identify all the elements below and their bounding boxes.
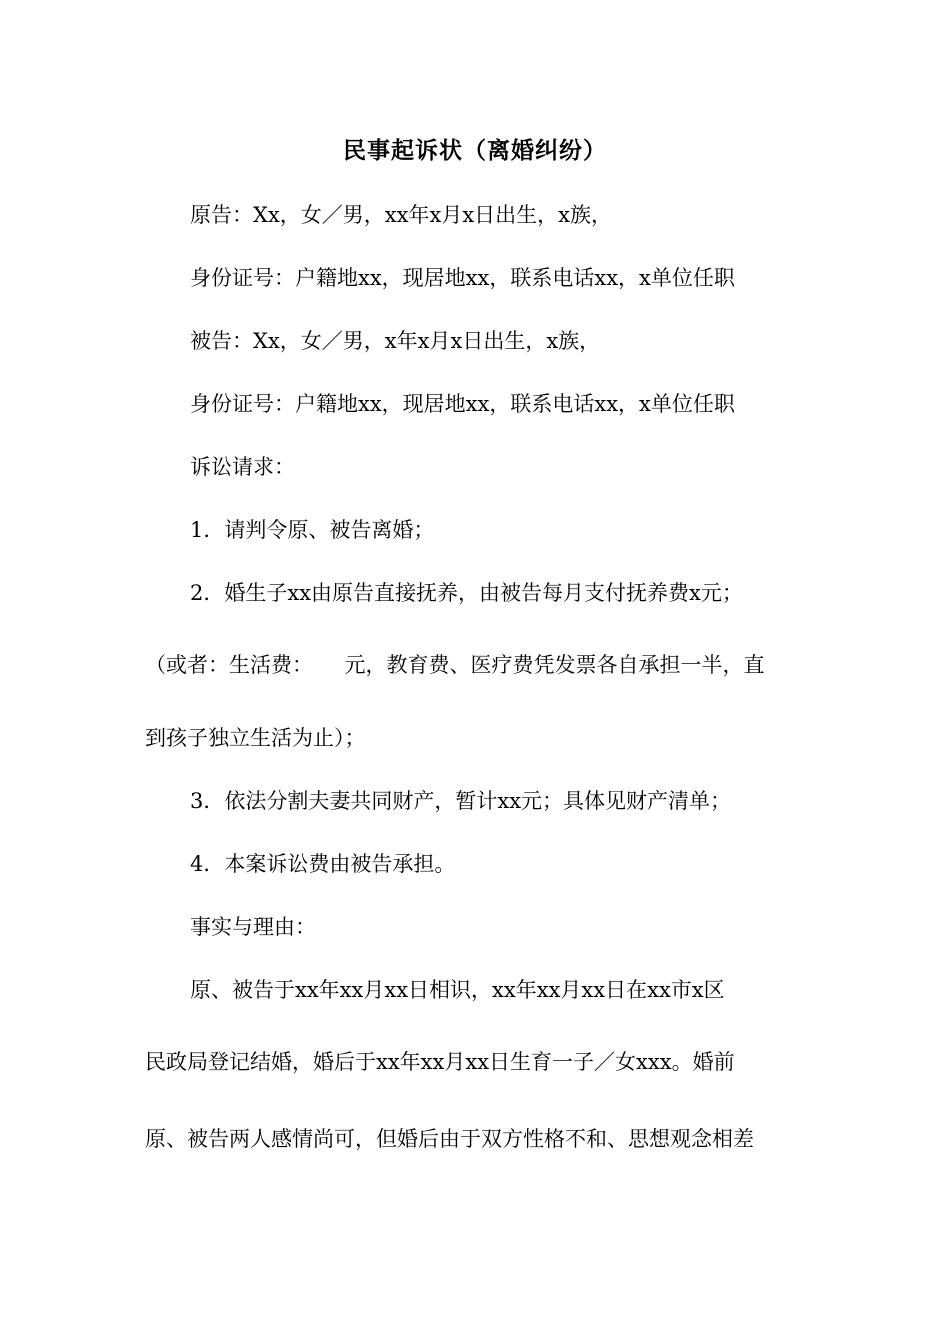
claim-item-4: 4．本案诉讼费由被告承担。	[190, 852, 456, 876]
claim-item-2-note-line-1: （或者：生活费： 元，教育费、医疗费凭发票各自承担一半，直	[145, 653, 765, 677]
claim-item-1: 1．请判令原、被告离婚；	[190, 518, 435, 542]
claim-item-2: 2．婚生子xx由原告直接抚养，由被告每月支付抚养费x元；	[190, 581, 743, 605]
defendant-id-line: 身份证号：户籍地xx，现居地xx，联系电话xx，x单位任职	[190, 392, 735, 416]
plaintiff-id-line: 身份证号：户籍地xx，现居地xx，联系电话xx，x单位任职	[190, 266, 735, 290]
facts-paragraph-line-2: 民政局登记结婚，婚后于xx年xx月xx日生育一子／女xxx。婚前	[145, 1050, 735, 1074]
defendant-line: 被告：Xx，女／男，x年x月x日出生，x族，	[190, 329, 601, 353]
claim-item-3: 3．依法分割夫妻共同财产，暂计xx元；具体见财产清单；	[190, 789, 732, 813]
document-title: 民事起诉状（离婚纠纷）	[343, 137, 607, 164]
facts-heading: 事实与理由：	[190, 915, 316, 939]
claims-heading: 诉讼请求：	[190, 455, 295, 479]
claim-item-2-note-line-2: 到孩子独立生活为止）；	[145, 726, 366, 750]
plaintiff-line: 原告：Xx，女／男，xx年x月x日出生，x族，	[190, 203, 613, 227]
facts-paragraph-line-1: 原、被告于xx年xx月xx日相识，xx年xx月xx日在xx市x区	[190, 978, 725, 1002]
facts-paragraph-line-3: 原、被告两人感情尚可，但婚后由于双方性格不和、思想观念相差	[145, 1127, 754, 1151]
